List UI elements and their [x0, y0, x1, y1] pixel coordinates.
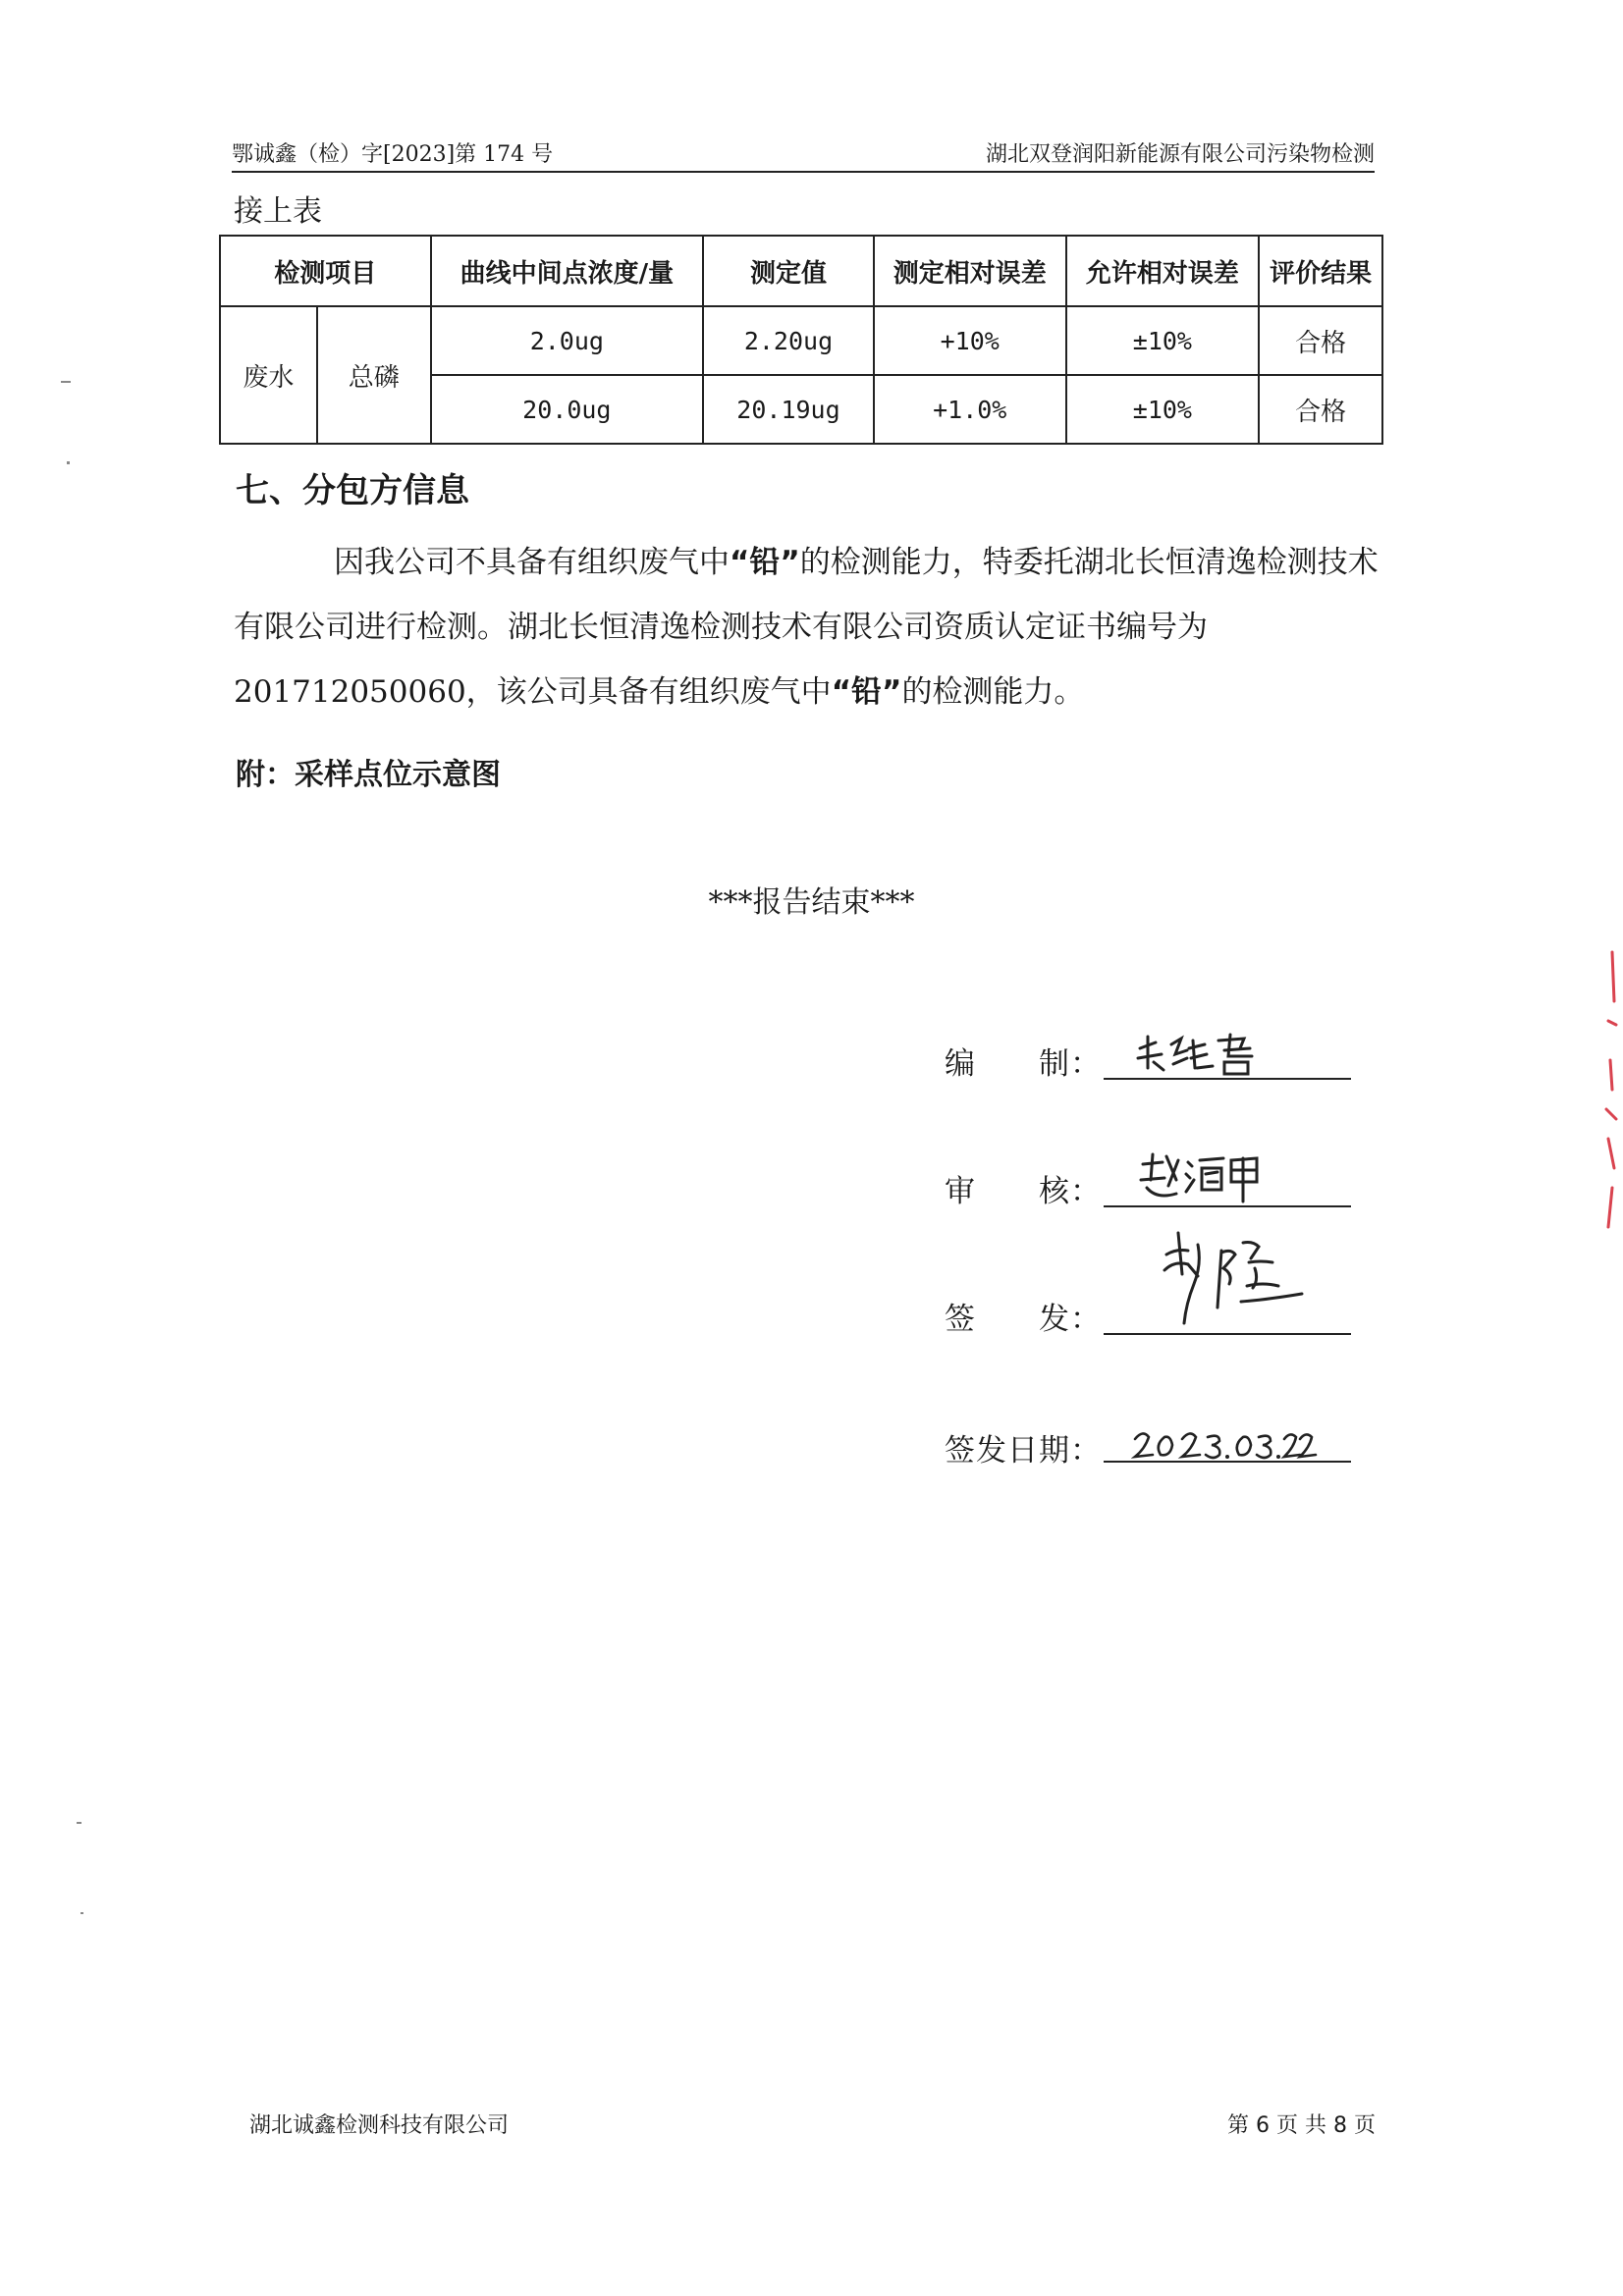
th-allowed: 允许相对误差	[1066, 236, 1260, 306]
report-end-mark: ***报告结束***	[708, 885, 915, 920]
cell-rel-error: +10%	[874, 306, 1066, 375]
compile-label: 编 制：	[945, 1046, 1102, 1082]
cell-item: 总磷	[317, 306, 431, 444]
th-rel-error: 测定相对误差	[874, 236, 1066, 306]
para-text: 因我公司不具备有组织废气中	[334, 545, 730, 580]
scan-speck	[81, 1912, 83, 1914]
report-number: 鄂诚鑫（检）字[2023]第 174 号	[232, 142, 554, 167]
cell-conc: 20.0ug	[431, 375, 704, 444]
scan-speck	[61, 381, 71, 383]
th-result: 评价结果	[1259, 236, 1382, 306]
th-conc: 曲线中间点浓度/量	[431, 236, 704, 306]
seal-edge-mark	[1602, 942, 1622, 1266]
footer-page-number: 第 6 页 共 8 页	[1227, 2113, 1376, 2138]
review-line	[1104, 1205, 1351, 1207]
cell-measured: 20.19ug	[703, 375, 874, 444]
issue-signature	[1159, 1225, 1316, 1335]
table-row	[220, 306, 1382, 375]
page-header	[232, 137, 1375, 173]
attachment-note: 附：采样点位示意图	[236, 758, 501, 792]
cell-result: 合格	[1259, 306, 1382, 375]
cell-category: 废水	[220, 306, 317, 444]
compile-signature	[1134, 1029, 1262, 1080]
para-emphasis: “铅”	[730, 545, 800, 580]
report-subject: 湖北双登润阳新能源有限公司污染物检测	[985, 142, 1375, 167]
subcontract-paragraph	[234, 530, 1384, 724]
th-measured: 测定值	[703, 236, 874, 306]
issue-label: 签 发：	[945, 1302, 1102, 1337]
cell-conc: 2.0ug	[431, 306, 704, 375]
para-emphasis: “铅”	[831, 674, 902, 710]
section-title: 七、分包方信息	[236, 471, 469, 510]
th-item: 检测项目	[220, 236, 431, 306]
cell-measured: 2.20ug	[703, 306, 874, 375]
cell-allowed: ±10%	[1066, 306, 1260, 375]
para-text: 的检测能力，特委托湖北长恒清逸检测技术有限公司进行检测。湖北长恒清逸检测技术有限公司资质认定证书编号为201712050060，该公司具备有组织废气中	[234, 545, 1379, 710]
cell-result: 合格	[1259, 375, 1382, 444]
cell-allowed: ±10%	[1066, 375, 1260, 444]
footer-company: 湖北诚鑫检测科技有限公司	[249, 2113, 510, 2138]
continued-label: 接上表	[234, 194, 322, 229]
date-signature	[1131, 1427, 1318, 1463]
para-text: 的检测能力。	[901, 674, 1085, 710]
scan-speck	[67, 461, 70, 464]
review-label: 审 核：	[945, 1174, 1102, 1209]
date-label: 签发日期：	[945, 1433, 1102, 1468]
qc-table	[219, 235, 1383, 445]
scan-speck	[77, 1822, 81, 1824]
review-signature	[1137, 1150, 1265, 1205]
cell-rel-error: +1.0%	[874, 375, 1066, 444]
table-header-row	[220, 236, 1382, 306]
